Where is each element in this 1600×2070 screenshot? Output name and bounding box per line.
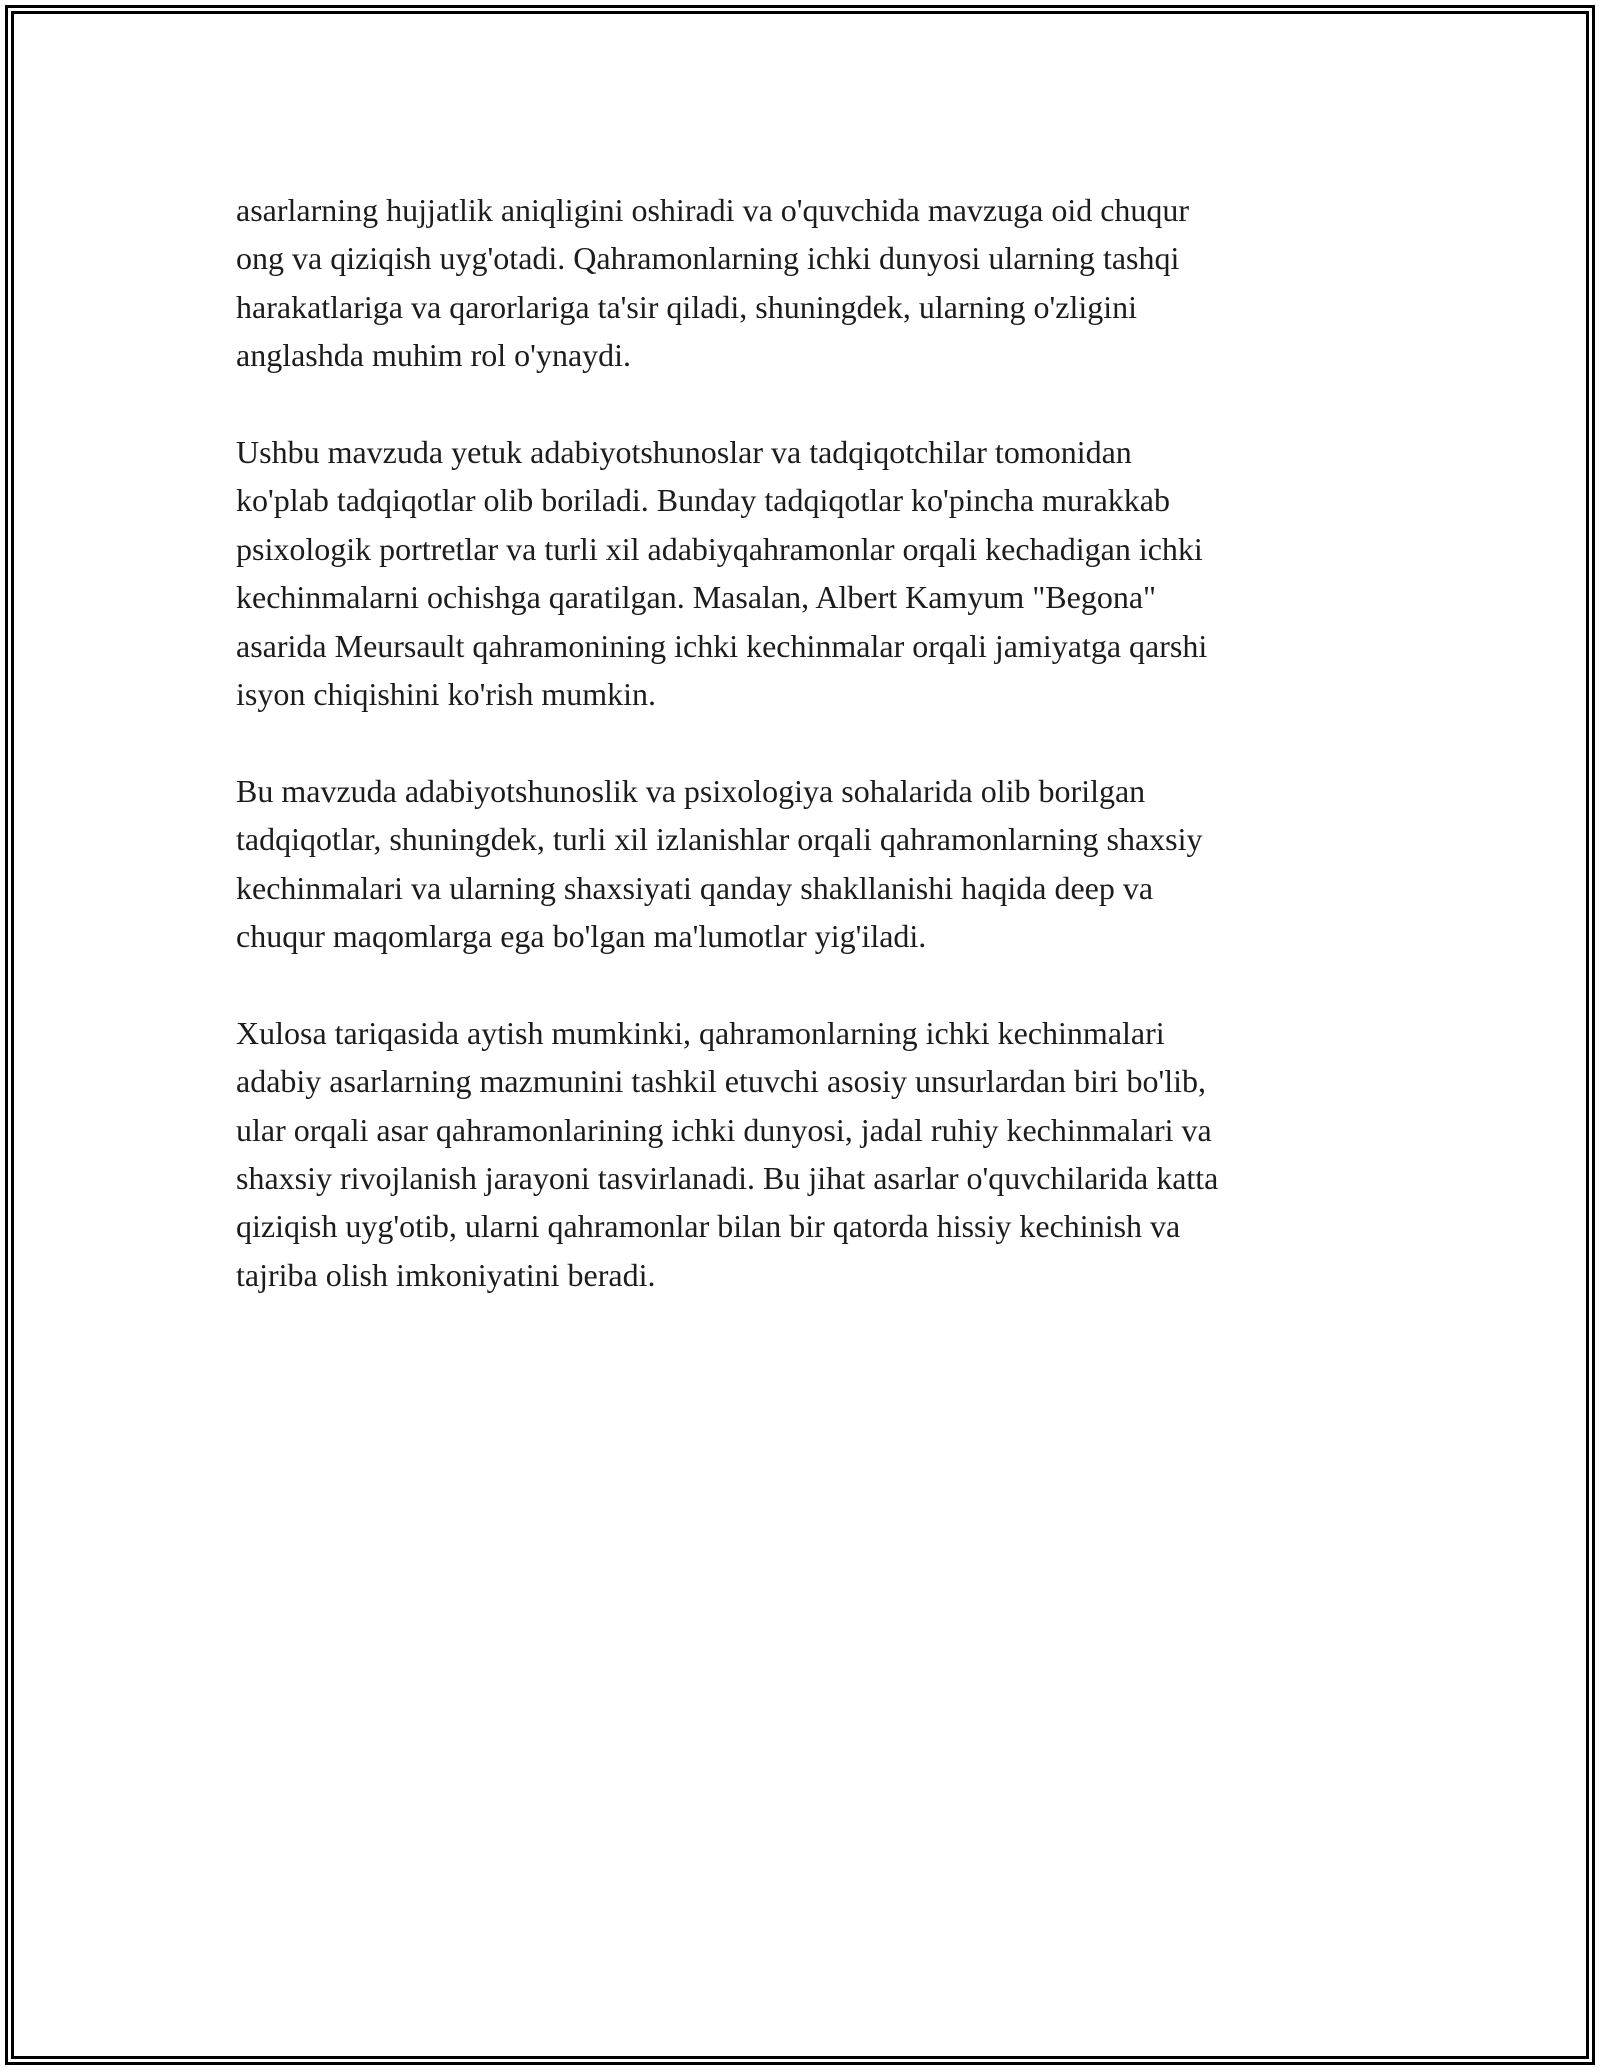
paragraph: Bu mavzuda adabiyotshunoslik va psixologiya sohalarida olib borilgan tadqiqotlar, shuningdek, turli xil izlanishlar orqali qahramonlarning shaxsiy kechinmalari va ularning shaxsiyati qanday shakllanishi haqida deep va chuqur maqomlarga ega bo'lgan ma'lumotlar yig'iladi. xyxy=(236,772,1203,955)
paragraph: Xulosa tariqasida aytish mumkinki, qahramonlarning ichki kechinmalari adabiy asarlarning mazmunini tashkil etuvchi asosiy unsurlardan biri bo'lib, ular orqali asar qahramonlarining ichki dunyosi, jadal ruhiy kechinmalari va shaxsiy rivojlanish jarayoni tasvirlanadi. Bu jihat asarlar o'quvchilarida katta qiziqish uyg'otib, ularni qahramonlar bilan bir qatorda hissiy kechinish va tajriba olish imkoniyatini beradi. xyxy=(236,1014,1219,1293)
paragraph: Ushbu mavzuda yetuk adabiyotshunoslar va tadqiqotchilar tomonidan ko'plab tadqiqotlar olib boriladi. Bunday tadqiqotlar ko'pincha murakkab psixologik portretlar va turli xil adabiyqahramonlar orqali kechadigan ichki kechinmalarni ochishga qaratilgan. Masalan, Albert Kamyum "Begona" asarida Meursault qahramonining ichki kechinmalar orqali jamiyatga qarshi isyon chiqishini ko'rish mumkin. xyxy=(236,434,1208,713)
document-body xyxy=(236,186,1366,1348)
paragraph: asarlarning hujjatlik aniqligini oshiradi va o'quvchida mavzuga oid chuqur ong va qiziqish uyg'otadi. Qahramonlarning ichki dunyosi ularning tashqi harakatlariga va qarorlariga ta'sir qiladi, shuningdek, ularning o'zligini anglashda muhim rol o'ynaydi. xyxy=(236,192,1190,374)
